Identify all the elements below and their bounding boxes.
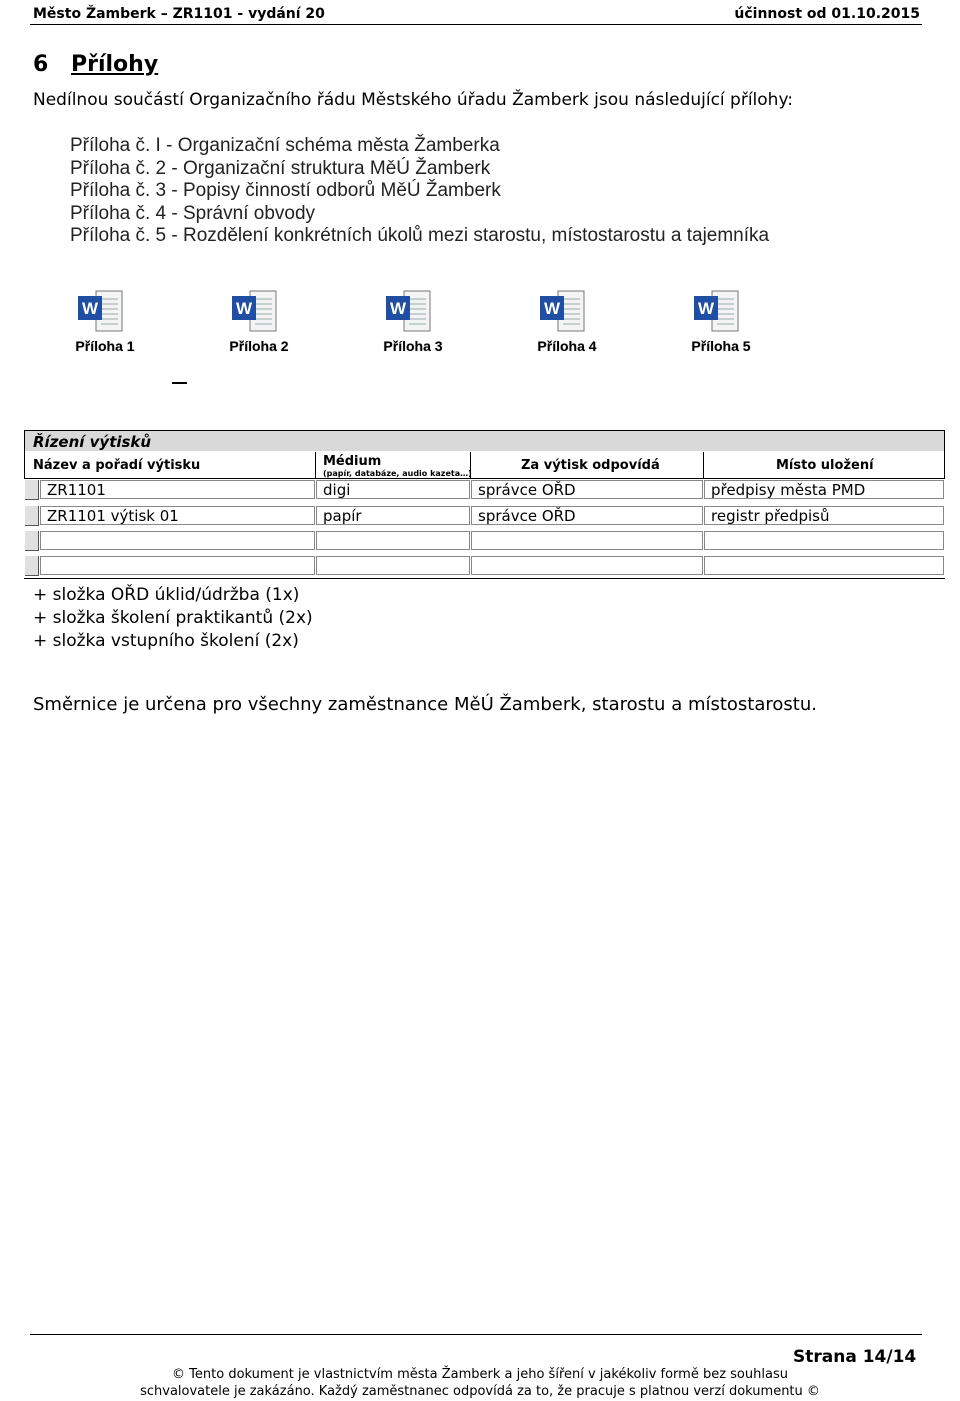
- cell-location[interactable]: [704, 531, 944, 550]
- row-header-cell: [25, 531, 39, 551]
- svg-text:W: W: [235, 299, 253, 318]
- attachment-label: Příloha 2: [229, 338, 289, 354]
- cell-name[interactable]: [40, 556, 315, 575]
- word-document-icon: [230, 290, 280, 334]
- attachment-item: Příloha č. 5 - Rozdělení konkrétních úkolů mezi starostu, místostarostu a tajemníka: [70, 225, 770, 246]
- attachments-list: [70, 135, 769, 248]
- cell-value: ZR1101: [47, 481, 106, 499]
- column-header-responsible: Za výtisk odpovídá: [521, 458, 660, 473]
- page-number: Strana 14/14: [793, 1347, 917, 1367]
- cell-responsible[interactable]: [471, 556, 703, 575]
- table-title: Řízení výtisků: [33, 433, 152, 451]
- cell-location[interactable]: [704, 556, 944, 575]
- cell-location[interactable]: [704, 480, 944, 499]
- folder-item: + složka OŘD úklid/údržba (1x): [33, 585, 300, 605]
- attachment-item: Příloha č. 2 - Organizační struktura MěÚ Žamberk: [70, 157, 491, 179]
- section-heading: [33, 52, 158, 77]
- row-header-cell: [25, 480, 39, 500]
- folder-item: + složka vstupního školení (2x): [33, 631, 299, 651]
- attachment-label: Příloha 1: [75, 338, 135, 354]
- attachment-icon-3[interactable]: [368, 288, 458, 358]
- copyright-notice: [130, 1366, 830, 1400]
- cell-value: správce OŘD: [478, 507, 576, 525]
- section-title: Přílohy: [71, 52, 159, 77]
- word-document-icon: [692, 290, 742, 334]
- cell-responsible[interactable]: [471, 506, 703, 525]
- row-header-cell: [25, 506, 39, 526]
- cell-medium[interactable]: [316, 556, 470, 575]
- row-header-cell: [25, 556, 39, 576]
- attachment-item: Příloha č. I - Organizační schéma města Žamberka: [70, 135, 500, 156]
- svg-text:W: W: [543, 299, 561, 318]
- cell-responsible[interactable]: [471, 480, 703, 499]
- attachment-icon-4[interactable]: [522, 288, 612, 358]
- intro-paragraph: Nedílnou součástí Organizačního řádu Městského úřadu Žamberk jsou následující přílohy:: [33, 90, 794, 110]
- cell-location[interactable]: [704, 506, 944, 525]
- cell-name[interactable]: [40, 480, 315, 499]
- cell-value: registr předpisů: [711, 507, 830, 525]
- table-bottom-border: [24, 578, 945, 579]
- column-header-location: Místo uložení: [776, 458, 874, 473]
- header-divider: [30, 24, 922, 25]
- cell-name[interactable]: [40, 506, 315, 525]
- attachment-label: Příloha 4: [537, 338, 597, 354]
- attachment-label: Příloha 3: [383, 338, 443, 354]
- attachment-label: Příloha 5: [691, 338, 751, 354]
- table-title-bar: [24, 430, 945, 452]
- cell-value: digi: [323, 481, 351, 499]
- cell-value: správce OŘD: [478, 481, 576, 499]
- column-divider: [315, 452, 316, 479]
- embedded-attachments: [60, 288, 780, 358]
- folders-list: [33, 584, 313, 653]
- folder-item: + složka školení praktikantů (2x): [33, 608, 313, 628]
- copyright-line-1: © Tento dokument je vlastnictvím města Žamberk a jeho šíření v jakékoliv formě bez souhlasu: [172, 1367, 788, 1382]
- section-number: 6: [33, 52, 49, 77]
- header-effective-date: účinnost od 01.10.2015: [734, 6, 920, 22]
- cell-responsible[interactable]: [471, 531, 703, 550]
- column-header-medium: Médium: [323, 454, 382, 469]
- word-document-icon: [76, 290, 126, 334]
- page-header: [33, 3, 920, 25]
- dash-mark: [172, 382, 187, 384]
- attachment-icon-1[interactable]: [60, 288, 150, 358]
- cell-medium[interactable]: [316, 531, 470, 550]
- attachment-item: Příloha č. 4 - Správní obvody: [70, 202, 316, 224]
- word-document-icon: [538, 290, 588, 334]
- column-divider: [703, 452, 704, 479]
- cell-name[interactable]: [40, 531, 315, 550]
- header-document-id: Město Žamberk – ZR1101 - vydání 20: [33, 6, 325, 22]
- cell-value: ZR1101 výtisk 01: [47, 507, 179, 525]
- cell-medium[interactable]: [316, 480, 470, 499]
- svg-text:W: W: [697, 299, 715, 318]
- copyright-line-2: schvalovatele je zakázáno. Každý zaměstnanec odpovídá za to, že pracuje s platnou verzí dokumentu ©: [140, 1384, 820, 1399]
- cell-value: předpisy města PMD: [711, 481, 866, 499]
- attachment-icon-2[interactable]: [214, 288, 304, 358]
- svg-text:W: W: [389, 299, 407, 318]
- cell-medium[interactable]: [316, 506, 470, 525]
- word-document-icon: [384, 290, 434, 334]
- attachment-item: Příloha č. 3 - Popisy činností odborů MěÚ Žamberk: [70, 180, 501, 201]
- attachment-icon-5[interactable]: [676, 288, 766, 358]
- svg-text:W: W: [81, 299, 99, 318]
- cell-value: papír: [323, 507, 362, 525]
- closing-statement: Směrnice je určena pro všechny zaměstnance MěÚ Žamberk, starostu a místostarostu.: [33, 694, 817, 715]
- print-control-table: [24, 430, 945, 582]
- column-header-name: Název a pořadí výtisku: [33, 458, 201, 473]
- footer-divider: [30, 1334, 922, 1335]
- column-header-medium-note: (papír, databáze, audio kazeta…): [323, 469, 472, 478]
